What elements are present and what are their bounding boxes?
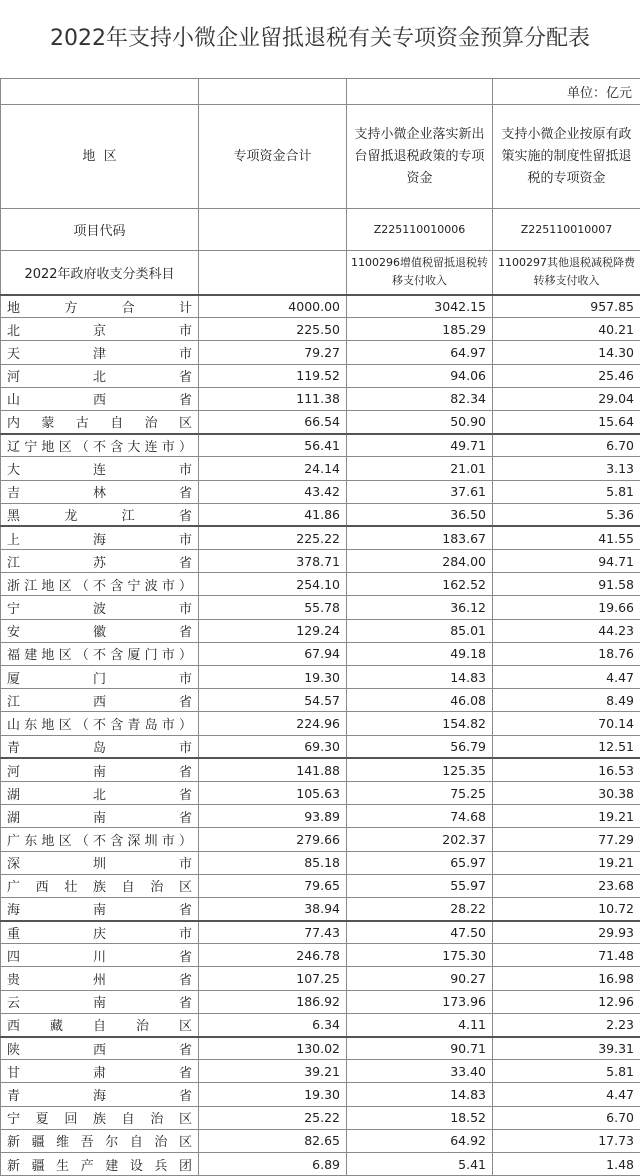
region-cell[interactable]: 宁波市 [1, 596, 199, 619]
new-policy-cell[interactable]: 65.97 [347, 851, 493, 874]
total-cell[interactable]: 246.78 [199, 944, 347, 967]
unit-row-blank-2[interactable] [199, 79, 347, 105]
region-cell[interactable]: 北京市 [1, 318, 199, 341]
total-cell[interactable]: 279.66 [199, 828, 347, 851]
region-cell[interactable]: 地方合计 [1, 295, 199, 318]
subject-total[interactable] [199, 251, 347, 295]
total-cell[interactable]: 93.89 [199, 805, 347, 828]
existing-policy-cell[interactable]: 3.13 [493, 457, 640, 480]
new-policy-cell[interactable]: 90.71 [347, 1037, 493, 1060]
region-cell[interactable]: 广东地区（不含深圳市） [1, 828, 199, 851]
table-row [1, 1060, 640, 1083]
existing-policy-cell[interactable]: 4.47 [493, 1083, 640, 1106]
region-cell[interactable]: 贵州省 [1, 967, 199, 990]
table-row [1, 851, 640, 874]
existing-policy-cell[interactable]: 44.23 [493, 619, 640, 642]
subject-row [1, 251, 640, 295]
region-cell[interactable]: 宁夏回族自治区 [1, 1106, 199, 1129]
region-cell[interactable]: 内蒙古自治区 [1, 410, 199, 433]
region-cell[interactable]: 湖北省 [1, 781, 199, 804]
region-cell[interactable]: 青岛市 [1, 735, 199, 758]
subject-existing[interactable]: 1100297其他退税减税降费转移支付收入 [493, 251, 640, 295]
table-row [1, 642, 640, 665]
existing-policy-cell[interactable]: 41.55 [493, 526, 640, 549]
region-cell[interactable]: 上海市 [1, 526, 199, 549]
new-policy-cell[interactable]: 183.67 [347, 526, 493, 549]
new-policy-cell[interactable]: 14.83 [347, 1083, 493, 1106]
region-cell[interactable]: 新疆生产建设兵团 [1, 1152, 199, 1175]
table-row [1, 596, 640, 619]
existing-policy-cell[interactable]: 5.36 [493, 503, 640, 526]
new-policy-cell[interactable]: 5.41 [347, 1152, 493, 1175]
new-policy-cell[interactable]: 28.22 [347, 897, 493, 920]
table-row [1, 735, 640, 758]
region-cell[interactable]: 浙江地区（不含宁波市） [1, 573, 199, 596]
new-policy-cell[interactable]: 75.25 [347, 781, 493, 804]
region-cell[interactable]: 河南省 [1, 758, 199, 781]
table-row [1, 1129, 640, 1152]
table-row [1, 666, 640, 689]
existing-policy-cell[interactable]: 29.93 [493, 921, 640, 944]
unit-label[interactable]: 单位：亿元 [493, 79, 640, 105]
total-cell[interactable]: 43.42 [199, 480, 347, 503]
region-cell[interactable]: 山东地区（不含青岛市） [1, 712, 199, 735]
total-cell[interactable]: 105.63 [199, 781, 347, 804]
existing-policy-cell[interactable]: 10.72 [493, 897, 640, 920]
total-cell[interactable]: 66.54 [199, 410, 347, 433]
new-policy-cell[interactable]: 4.11 [347, 1013, 493, 1036]
total-cell[interactable]: 254.10 [199, 573, 347, 596]
new-policy-cell[interactable]: 173.96 [347, 990, 493, 1013]
region-cell[interactable]: 广西壮族自治区 [1, 874, 199, 897]
total-cell[interactable]: 225.22 [199, 526, 347, 549]
region-cell[interactable]: 甘肃省 [1, 1060, 199, 1083]
table-row [1, 758, 640, 781]
new-policy-cell[interactable]: 82.34 [347, 387, 493, 410]
total-cell[interactable]: 119.52 [199, 364, 347, 387]
existing-policy-cell[interactable]: 14.30 [493, 341, 640, 364]
project-code-label[interactable]: 项目代码 [1, 209, 199, 251]
total-cell[interactable]: 39.21 [199, 1060, 347, 1083]
new-policy-cell[interactable]: 46.08 [347, 689, 493, 712]
total-cell[interactable]: 67.94 [199, 642, 347, 665]
region-cell[interactable]: 陕西省 [1, 1037, 199, 1060]
region-cell[interactable]: 西藏自治区 [1, 1013, 199, 1036]
total-cell[interactable]: 55.78 [199, 596, 347, 619]
region-cell[interactable]: 辽宁地区（不含大连市） [1, 434, 199, 457]
new-policy-cell[interactable]: 55.97 [347, 874, 493, 897]
existing-policy-cell[interactable]: 8.49 [493, 689, 640, 712]
existing-policy-cell[interactable]: 2.23 [493, 1013, 640, 1036]
new-policy-cell[interactable]: 64.92 [347, 1129, 493, 1152]
new-policy-cell[interactable]: 85.01 [347, 619, 493, 642]
table-row [1, 573, 640, 596]
table-row [1, 1106, 640, 1129]
table-row [1, 712, 640, 735]
existing-policy-cell[interactable]: 40.21 [493, 318, 640, 341]
new-policy-cell[interactable]: 125.35 [347, 758, 493, 781]
region-cell[interactable]: 青海省 [1, 1083, 199, 1106]
project-code-new[interactable]: Z225110010006 [347, 209, 493, 251]
total-cell[interactable]: 56.41 [199, 434, 347, 457]
table-row [1, 457, 640, 480]
existing-policy-cell[interactable]: 1.48 [493, 1152, 640, 1175]
existing-policy-cell[interactable]: 94.71 [493, 550, 640, 573]
table-row [1, 897, 640, 920]
existing-policy-cell[interactable]: 23.68 [493, 874, 640, 897]
table-row [1, 480, 640, 503]
region-cell[interactable]: 江苏省 [1, 550, 199, 573]
region-cell[interactable]: 天津市 [1, 341, 199, 364]
new-policy-cell[interactable]: 21.01 [347, 457, 493, 480]
new-policy-cell[interactable]: 49.18 [347, 642, 493, 665]
project-code-total[interactable] [199, 209, 347, 251]
table-title: 2022年支持小微企业留抵退税有关专项资金预算分配表 [0, 0, 640, 78]
new-policy-cell[interactable]: 33.40 [347, 1060, 493, 1083]
region-cell[interactable]: 山西省 [1, 387, 199, 410]
table-row [1, 295, 640, 318]
total-cell[interactable]: 69.30 [199, 735, 347, 758]
total-cell[interactable]: 77.43 [199, 921, 347, 944]
new-policy-cell[interactable]: 154.82 [347, 712, 493, 735]
existing-policy-cell[interactable]: 16.98 [493, 967, 640, 990]
total-cell[interactable]: 85.18 [199, 851, 347, 874]
existing-policy-cell[interactable]: 15.64 [493, 410, 640, 433]
existing-policy-cell[interactable]: 6.70 [493, 1106, 640, 1129]
total-cell[interactable]: 129.24 [199, 619, 347, 642]
table-row [1, 874, 640, 897]
table-row [1, 805, 640, 828]
existing-policy-cell[interactable]: 71.48 [493, 944, 640, 967]
region-cell[interactable]: 安徽省 [1, 619, 199, 642]
header-existing-policy[interactable]: 支持小微企业按原有政策实施的制度性留抵退税的专项资金 [493, 105, 640, 209]
table-row [1, 1083, 640, 1106]
region-cell[interactable]: 吉林省 [1, 480, 199, 503]
region-cell[interactable]: 厦门市 [1, 666, 199, 689]
existing-policy-cell[interactable]: 18.76 [493, 642, 640, 665]
table-row [1, 341, 640, 364]
existing-policy-cell[interactable]: 19.21 [493, 851, 640, 874]
table-row [1, 364, 640, 387]
new-policy-cell[interactable]: 90.27 [347, 967, 493, 990]
existing-policy-cell[interactable]: 17.73 [493, 1129, 640, 1152]
total-cell[interactable]: 79.27 [199, 341, 347, 364]
total-cell[interactable]: 4000.00 [199, 295, 347, 318]
new-policy-cell[interactable]: 202.37 [347, 828, 493, 851]
header-row [1, 105, 640, 209]
new-policy-cell[interactable]: 162.52 [347, 573, 493, 596]
table-row [1, 434, 640, 457]
region-cell[interactable]: 四川省 [1, 944, 199, 967]
total-cell[interactable]: 111.38 [199, 387, 347, 410]
new-policy-cell[interactable]: 37.61 [347, 480, 493, 503]
region-cell[interactable]: 河北省 [1, 364, 199, 387]
header-new-policy[interactable]: 支持小微企业落实新出台留抵退税政策的专项资金 [347, 105, 493, 209]
existing-policy-cell[interactable]: 19.21 [493, 805, 640, 828]
table-row [1, 1037, 640, 1060]
existing-policy-cell[interactable]: 16.53 [493, 758, 640, 781]
total-cell[interactable]: 6.34 [199, 1013, 347, 1036]
table-row [1, 550, 640, 573]
new-policy-cell[interactable]: 50.90 [347, 410, 493, 433]
project-code-row [1, 209, 640, 251]
existing-policy-cell[interactable]: 4.47 [493, 666, 640, 689]
region-cell[interactable]: 大连市 [1, 457, 199, 480]
new-policy-cell[interactable]: 47.50 [347, 921, 493, 944]
total-cell[interactable]: 107.25 [199, 967, 347, 990]
total-cell[interactable]: 225.50 [199, 318, 347, 341]
table-row [1, 387, 640, 410]
table-row [1, 619, 640, 642]
existing-policy-cell[interactable]: 39.31 [493, 1037, 640, 1060]
region-cell[interactable]: 湖南省 [1, 805, 199, 828]
total-cell[interactable]: 378.71 [199, 550, 347, 573]
project-code-existing[interactable]: Z225110010007 [493, 209, 640, 251]
table-row [1, 526, 640, 549]
new-policy-cell[interactable]: 64.97 [347, 341, 493, 364]
total-cell[interactable]: 54.57 [199, 689, 347, 712]
new-policy-cell[interactable]: 36.12 [347, 596, 493, 619]
subject-label[interactable]: 2022年政府收支分类科目 [1, 251, 199, 295]
table-row [1, 967, 640, 990]
total-cell[interactable]: 141.88 [199, 758, 347, 781]
table-row [1, 990, 640, 1013]
region-cell[interactable]: 重庆市 [1, 921, 199, 944]
existing-policy-cell[interactable]: 70.14 [493, 712, 640, 735]
existing-policy-cell[interactable]: 91.58 [493, 573, 640, 596]
existing-policy-cell[interactable]: 30.38 [493, 781, 640, 804]
table-row [1, 944, 640, 967]
region-cell[interactable]: 海南省 [1, 897, 199, 920]
new-policy-cell[interactable]: 18.52 [347, 1106, 493, 1129]
total-cell[interactable]: 38.94 [199, 897, 347, 920]
total-cell[interactable]: 41.86 [199, 503, 347, 526]
unit-row-blank-3[interactable] [347, 79, 493, 105]
table-row [1, 503, 640, 526]
existing-policy-cell[interactable]: 25.46 [493, 364, 640, 387]
table-row [1, 1013, 640, 1036]
existing-policy-cell[interactable]: 5.81 [493, 1060, 640, 1083]
total-cell[interactable]: 79.65 [199, 874, 347, 897]
new-policy-cell[interactable]: 94.06 [347, 364, 493, 387]
table-row [1, 318, 640, 341]
region-cell[interactable]: 新疆维吾尔自治区 [1, 1129, 199, 1152]
existing-policy-cell[interactable]: 6.70 [493, 434, 640, 457]
table-row [1, 689, 640, 712]
existing-policy-cell[interactable]: 12.96 [493, 990, 640, 1013]
budget-table [0, 78, 640, 1176]
subject-new[interactable]: 1100296增值税留抵退税转移支付收入 [347, 251, 493, 295]
new-policy-cell[interactable]: 284.00 [347, 550, 493, 573]
new-policy-cell[interactable]: 185.29 [347, 318, 493, 341]
total-cell[interactable]: 82.65 [199, 1129, 347, 1152]
table-row [1, 828, 640, 851]
existing-policy-cell[interactable]: 29.04 [493, 387, 640, 410]
table-row [1, 1152, 640, 1175]
region-cell[interactable]: 福建地区（不含厦门市） [1, 642, 199, 665]
new-policy-cell[interactable]: 3042.15 [347, 295, 493, 318]
total-cell[interactable]: 130.02 [199, 1037, 347, 1060]
total-cell[interactable]: 25.22 [199, 1106, 347, 1129]
total-cell[interactable]: 24.14 [199, 457, 347, 480]
unit-row-blank-1[interactable] [1, 79, 199, 105]
existing-policy-cell[interactable]: 5.81 [493, 480, 640, 503]
header-total[interactable]: 专项资金合计 [199, 105, 347, 209]
new-policy-cell[interactable]: 56.79 [347, 735, 493, 758]
existing-policy-cell[interactable]: 77.29 [493, 828, 640, 851]
region-cell[interactable]: 深圳市 [1, 851, 199, 874]
table-row [1, 781, 640, 804]
region-cell[interactable]: 江西省 [1, 689, 199, 712]
region-cell[interactable]: 云南省 [1, 990, 199, 1013]
existing-policy-cell[interactable]: 12.51 [493, 735, 640, 758]
new-policy-cell[interactable]: 14.83 [347, 666, 493, 689]
table-row [1, 921, 640, 944]
new-policy-cell[interactable]: 49.71 [347, 434, 493, 457]
new-policy-cell[interactable]: 36.50 [347, 503, 493, 526]
new-policy-cell[interactable]: 74.68 [347, 805, 493, 828]
region-cell[interactable]: 黑龙江省 [1, 503, 199, 526]
existing-policy-cell[interactable]: 19.66 [493, 596, 640, 619]
total-cell[interactable]: 186.92 [199, 990, 347, 1013]
existing-policy-cell[interactable]: 957.85 [493, 295, 640, 318]
total-cell[interactable]: 6.89 [199, 1152, 347, 1175]
table-row [1, 410, 640, 433]
total-cell[interactable]: 224.96 [199, 712, 347, 735]
total-cell[interactable]: 19.30 [199, 666, 347, 689]
unit-row [1, 79, 640, 105]
new-policy-cell[interactable]: 175.30 [347, 944, 493, 967]
total-cell[interactable]: 19.30 [199, 1083, 347, 1106]
header-region[interactable]: 地 区 [1, 105, 199, 209]
